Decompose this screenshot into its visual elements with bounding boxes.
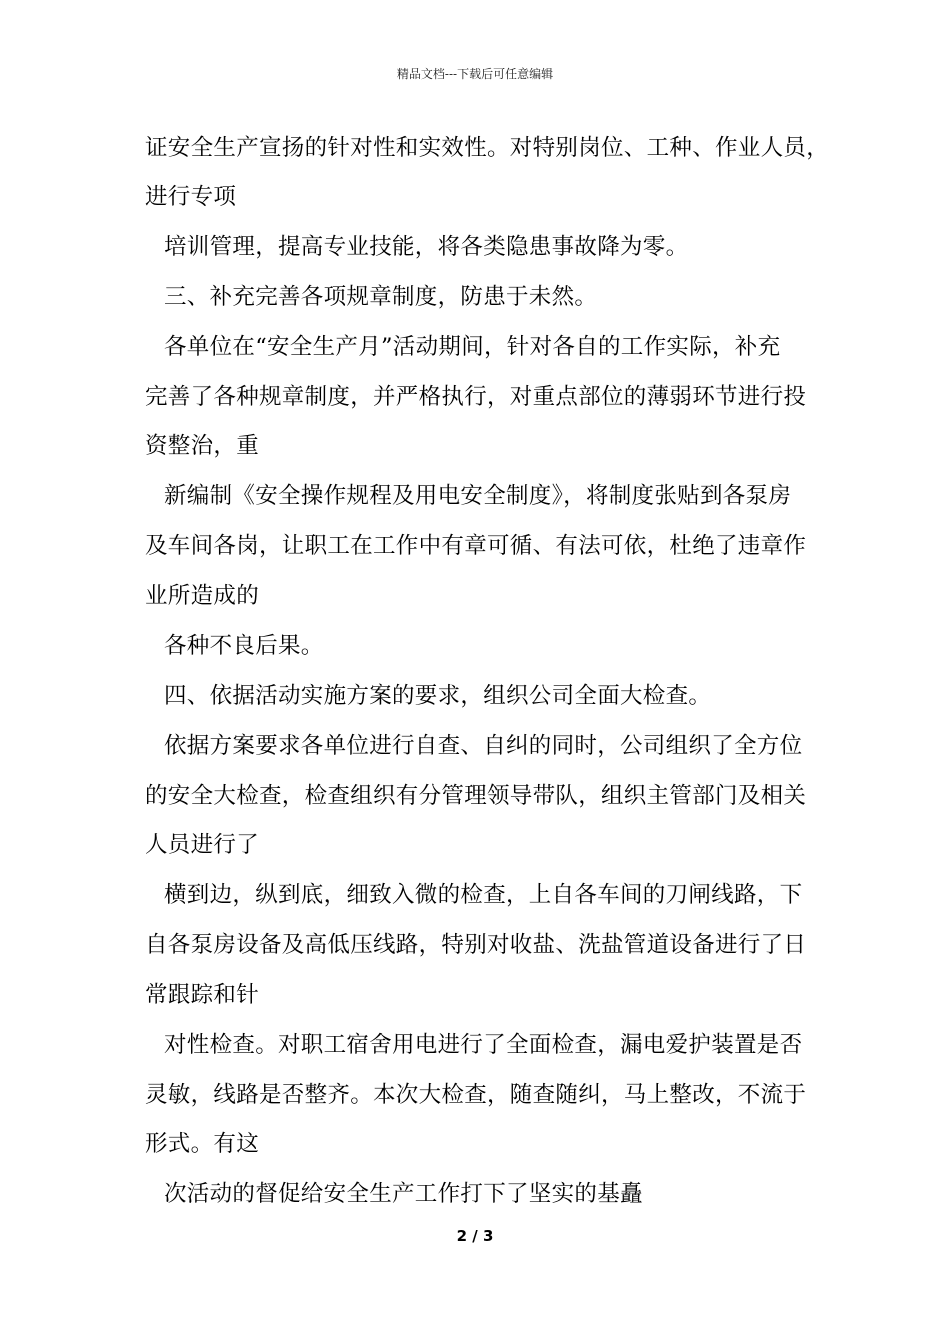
body-line: 次活动的督促给安全生产工作打下了坚实的基矗 (164, 1181, 643, 1207)
section-heading: 四、依据活动实施方案的要求，组织公司全面大检查。 (164, 683, 712, 709)
body-line: 新编制《安全操作规程及用电安全制度》，将制度张贴到各泵房 (164, 483, 792, 509)
page-header: 精品文档---下载后可任意编辑 (396, 67, 554, 81)
body-line: 自各泵房设备及高低压线路，特别对收盐、洗盐管道设备进行了日 (145, 932, 807, 958)
body-line: 常跟踪和针 (145, 982, 260, 1008)
body-line: 人员进行了 (145, 832, 260, 858)
body-line: 业所造成的 (145, 583, 260, 609)
page-number: 2 / 3 (456, 1227, 494, 1245)
body-line: 培训管理，提高专业技能，将各类隐患事故降为零。 (164, 234, 689, 260)
body-line: 证安全生产宣扬的针对性和实效性。对特别岗位、工种、作业人员， (145, 135, 830, 161)
body-line: 的安全大检查，检查组织有分管理领导带队，组织主管部门及相关 (145, 783, 807, 809)
body-line: 横到边，纵到底，细致入微的检查，上自各车间的刀闸线路，下 (164, 882, 803, 908)
body-line: 依据方案要求各单位进行自查、自纠的同时，公司组织了全方位 (164, 733, 803, 759)
body-line: 形式。有这 (145, 1131, 260, 1157)
section-heading: 三、补充完善各项规章制度，防患于未然。 (164, 284, 598, 310)
body-line: 进行专项 (145, 184, 237, 210)
body-line: 灵敏，线路是否整齐。本次大检查，随查随纠，马上整改，不流于 (145, 1082, 807, 1108)
body-line: 各种不良后果。 (164, 633, 324, 659)
body-line: 完善了各种规章制度，并严格执行，对重点部位的薄弱环节进行投 (145, 384, 807, 410)
body-line: 各单位在“安全生产月”活动期间，针对各自的工作实际，补充 (164, 334, 781, 360)
body-line: 及车间各岗，让职工在工作中有章可循、有法可依，杜绝了违章作 (145, 533, 807, 559)
body-line: 对性检查。对职工宿舍用电进行了全面检查，漏电爱护装置是否 (164, 1032, 803, 1058)
body-line: 资整治，重 (145, 433, 260, 459)
